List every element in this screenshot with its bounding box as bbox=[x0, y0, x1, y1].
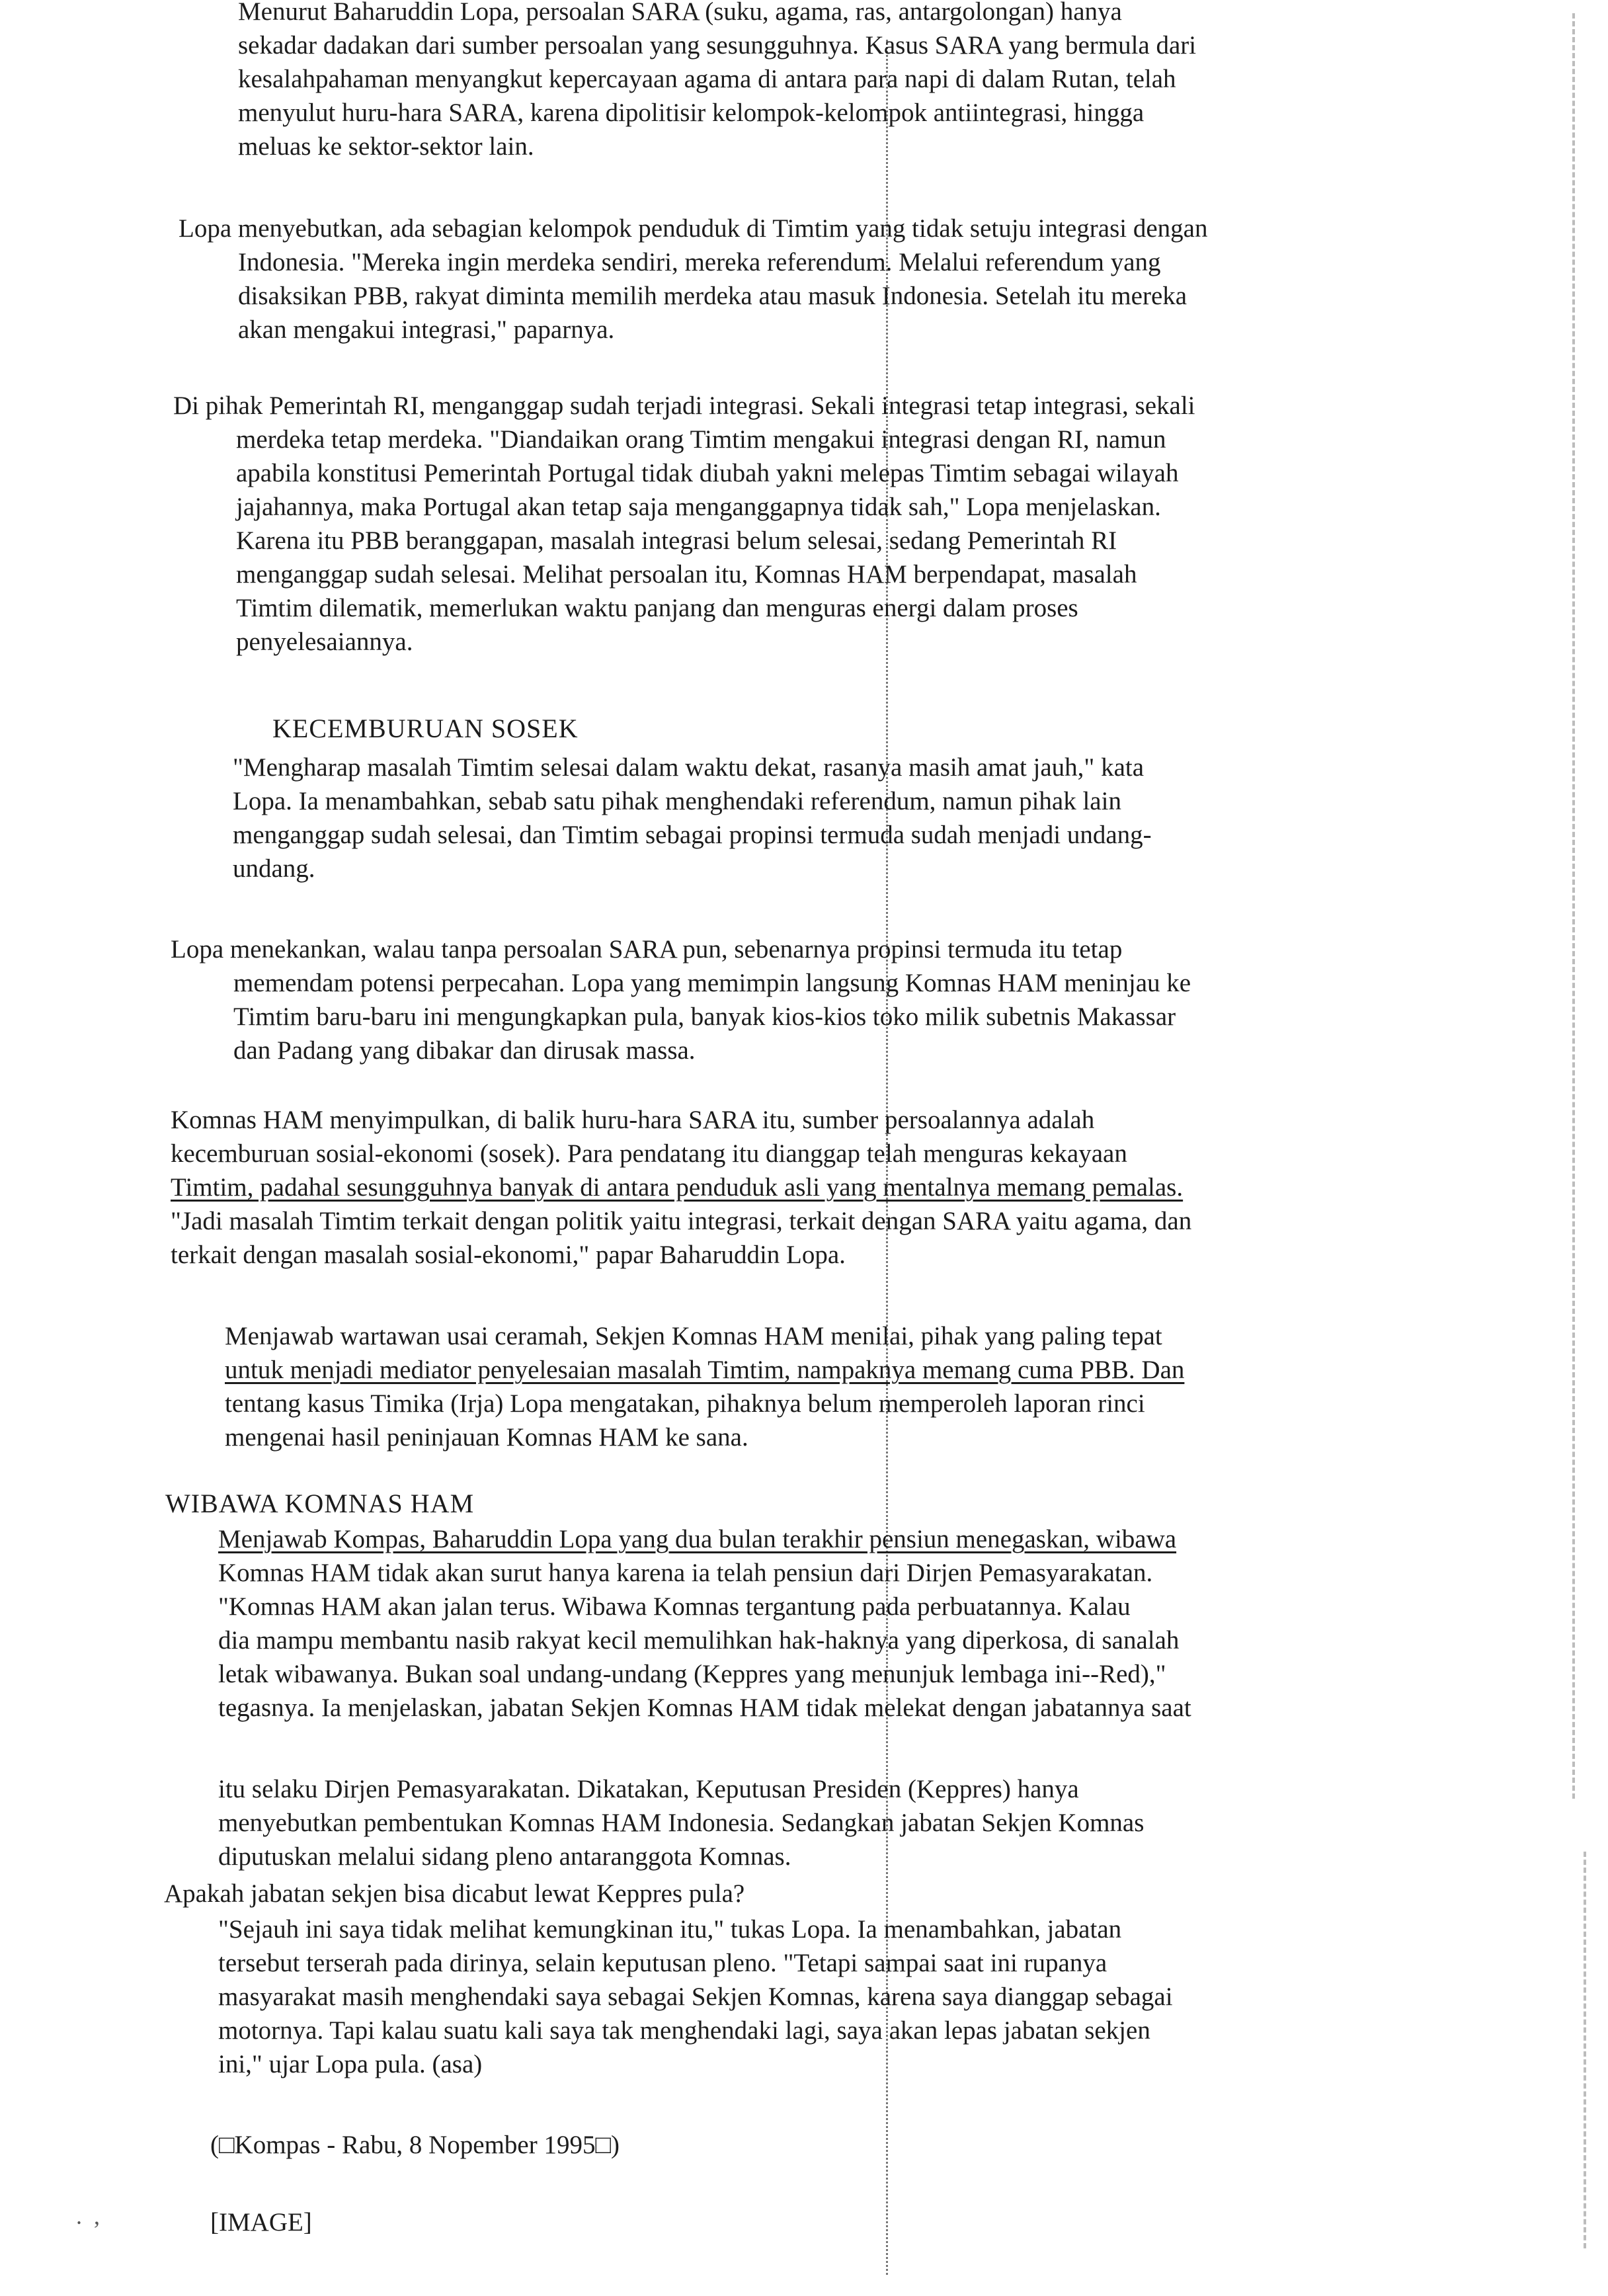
text-line: undang. bbox=[233, 854, 315, 883]
text-line: "Sejauh ini saya tidak melihat kemungkinan itu," tukas Lopa. Ia menambahkan, jabatan bbox=[218, 1915, 1122, 1944]
text-line: Indonesia. "Mereka ingin merdeka sendiri, mereka referendum. Melalui referendum yang bbox=[238, 248, 1161, 276]
paragraph-jawaban-lopa bbox=[218, 1912, 1173, 2081]
source-citation: (□Kompas - Rabu, 8 Nopember 1995□) bbox=[210, 2131, 620, 2159]
text-line: "Komnas HAM akan jalan terus. Wibawa Komnas tergantung pada perbuatannya. Kalau bbox=[218, 1592, 1131, 1621]
section-heading-kecemburuan-sosek: KECEMBURUAN SOSEK bbox=[272, 714, 579, 743]
paragraph-timtim-selesai bbox=[233, 751, 1152, 885]
text-line: tentang kasus Timika (Irja) Lopa mengatakan, pihaknya belum memperoleh laporan rinci bbox=[225, 1389, 1145, 1418]
text-line: Lopa. Ia menambahkan, sebab satu pihak menghendaki referendum, namun pihak lain bbox=[233, 787, 1121, 815]
paragraph-question bbox=[164, 1877, 744, 1910]
paragraph-wibawa bbox=[218, 1522, 1191, 1725]
text-line: letak wibawanya. Bukan soal undang-undang (Keppres yang menunjuk lembaga ini--Red)," bbox=[218, 1660, 1166, 1688]
text-line: penyelesaiannya. bbox=[236, 628, 413, 656]
text-line: merdeka tetap merdeka. "Diandaikan orang Timtim mengakui integrasi dengan RI, namun bbox=[236, 425, 1166, 454]
text-line: dia mampu membantu nasib rakyat kecil memulihkan hak-haknya yang diperkosa, di sanalah bbox=[218, 1626, 1180, 1655]
text-line: mengenai hasil peninjauan Komnas HAM ke sana. bbox=[225, 1423, 748, 1452]
text-line: terkait dengan masalah sosial-ekonomi," papar Baharuddin Lopa. bbox=[171, 1241, 846, 1269]
text-line: Menjawab wartawan usai ceramah, Sekjen Komnas HAM menilai, pihak yang paling tepat bbox=[225, 1322, 1162, 1350]
scan-right-edge-lower bbox=[1584, 1852, 1586, 2248]
paragraph-potensi-perpecahan bbox=[171, 932, 1191, 1067]
text-line: Timtim dilematik, memerlukan waktu panjang dan menguras energi dalam proses bbox=[236, 594, 1078, 622]
text-line: itu selaku Dirjen Pemasyarakatan. Dikatakan, Keputusan Presiden (Keppres) hanya bbox=[218, 1775, 1079, 1803]
text-line: Komnas HAM menyimpulkan, di balik huru-hara SARA itu, sumber persoalannya adalah bbox=[171, 1106, 1095, 1134]
text-line: masyarakat masih menghendaki saya sebagai Sekjen Komnas, karena saya dianggap sebagai bbox=[218, 1983, 1173, 2011]
text-line: kesalahpahaman menyangkut kepercayaan agama di antara para napi di dalam Rutan, telah bbox=[238, 65, 1176, 93]
text-line: tegasnya. Ia menjelaskan, jabatan Sekjen Komnas HAM tidak melekat dengan jabatannya saat bbox=[218, 1694, 1191, 1722]
text-line: kecemburuan sosial-ekonomi (sosek). Para pendatang itu dianggap telah menguras kekayaan bbox=[171, 1139, 1127, 1168]
text-line: sekadar dadakan dari sumber persoalan yang sesungguhnya. Kasus SARA yang bermula dari bbox=[238, 31, 1197, 60]
text-line: dan Padang yang dibakar dan dirusak massa. bbox=[233, 1036, 696, 1065]
text-line: memendam potensi perpecahan. Lopa yang memimpin langsung Komnas HAM meninjau ke bbox=[233, 969, 1191, 997]
text-line: ini," ujar Lopa pula. (asa) bbox=[218, 2050, 483, 2078]
text-line-underlined: Timtim, padahal sesungguhnya banyak di antara penduduk asli yang mentalnya memang pemalas. bbox=[171, 1173, 1184, 1202]
text-line: diputuskan melalui sidang pleno antaranggota Komnas. bbox=[218, 1842, 791, 1871]
text-line: Lopa menyebutkan, ada sebagian kelompok penduduk di Timtim yang tidak setuju integrasi dengan bbox=[179, 214, 1208, 243]
text-line: Lopa menekankan, walau tanpa persoalan SARA pun, sebenarnya propinsi termuda itu tetap bbox=[171, 935, 1123, 964]
text-line: menganggap sudah selesai, dan Timtim sebagai propinsi termuda sudah menjadi undang- bbox=[233, 821, 1152, 849]
text-line-underlined: Menjawab Kompas, Baharuddin Lopa yang dua bulan terakhir pensiun menegaskan, wibawa bbox=[218, 1525, 1177, 1553]
paragraph-referendum bbox=[179, 212, 1207, 347]
text-line: Di pihak Pemerintah RI, menganggap sudah terjadi integrasi. Sekali integrasi tetap integrasi, sekali bbox=[173, 391, 1195, 420]
text-line: Apakah jabatan sekjen bisa dicabut lewat Keppres pula? bbox=[164, 1879, 745, 1908]
image-placeholder-tag: [IMAGE] bbox=[210, 2208, 312, 2236]
text-line: apabila konstitusi Pemerintah Portugal tidak diubah yakni melepas Timtim sebagai wilayah bbox=[236, 459, 1179, 487]
paragraph-sara-intro bbox=[238, 0, 1196, 163]
scan-right-edge bbox=[1572, 13, 1575, 1799]
section-heading-wibawa-komnas-ham: WIBAWA KOMNAS HAM bbox=[165, 1489, 475, 1518]
paragraph-pemerintah-ri bbox=[173, 389, 1195, 659]
paragraph-keppres bbox=[218, 1772, 1144, 1873]
text-line-underlined: untuk menjadi mediator penyelesaian masalah Timtim, nampaknya memang cuma PBB. Dan bbox=[225, 1356, 1185, 1384]
text-line: Komnas HAM tidak akan surut hanya karena ia telah pensiun dari Dirjen Pemasyarakatan. bbox=[218, 1559, 1153, 1587]
text-line: meluas ke sektor-sektor lain. bbox=[238, 132, 534, 161]
text-line: akan mengakui integrasi," paparnya. bbox=[238, 315, 615, 344]
text-line: Menurut Baharuddin Lopa, persoalan SARA (suku, agama, ras, antargolongan) hanya bbox=[238, 0, 1122, 26]
text-line: "Jadi masalah Timtim terkait dengan politik yaitu integrasi, terkait dengan SARA yaitu agama, dan bbox=[171, 1207, 1192, 1235]
text-line: Timtim baru-baru ini mengungkapkan pula, banyak kios-kios toko milik subetnis Makassar bbox=[233, 1003, 1176, 1031]
text-line: disaksikan PBB, rakyat diminta memilih merdeka atau masuk Indonesia. Setelah itu mereka bbox=[238, 282, 1187, 310]
text-line: menganggap sudah selesai. Melihat persoalan itu, Komnas HAM berpendapat, masalah bbox=[236, 560, 1137, 589]
scan-dot-marks: . , bbox=[76, 2203, 100, 2229]
text-line: tersebut terserah pada dirinya, selain keputusan pleno. "Tetapi sampai saat ini rupanya bbox=[218, 1949, 1107, 1977]
text-line: jajahannya, maka Portugal akan tetap saja menganggapnya tidak sah," Lopa menjelaskan. bbox=[236, 493, 1161, 521]
text-line: Karena itu PBB beranggapan, masalah integrasi belum selesai, sedang Pemerintah RI bbox=[236, 526, 1117, 555]
text-line: menyebutkan pembentukan Komnas HAM Indonesia. Sedangkan jabatan Sekjen Komnas bbox=[218, 1809, 1145, 1837]
paragraph-mediator-pbb bbox=[225, 1319, 1184, 1454]
text-line: "Mengharap masalah Timtim selesai dalam waktu dekat, rasanya masih amat jauh," kata bbox=[233, 753, 1145, 782]
text-line: menyulut huru-hara SARA, karena dipolitisir kelompok-kelompok antiintegrasi, hingga bbox=[238, 99, 1145, 127]
paragraph-kesimpulan-komnas bbox=[171, 1103, 1191, 1272]
text-line: motornya. Tapi kalau suatu kali saya tak menghendaki lagi, saya akan lepas jabatan sekjen bbox=[218, 2016, 1150, 2045]
